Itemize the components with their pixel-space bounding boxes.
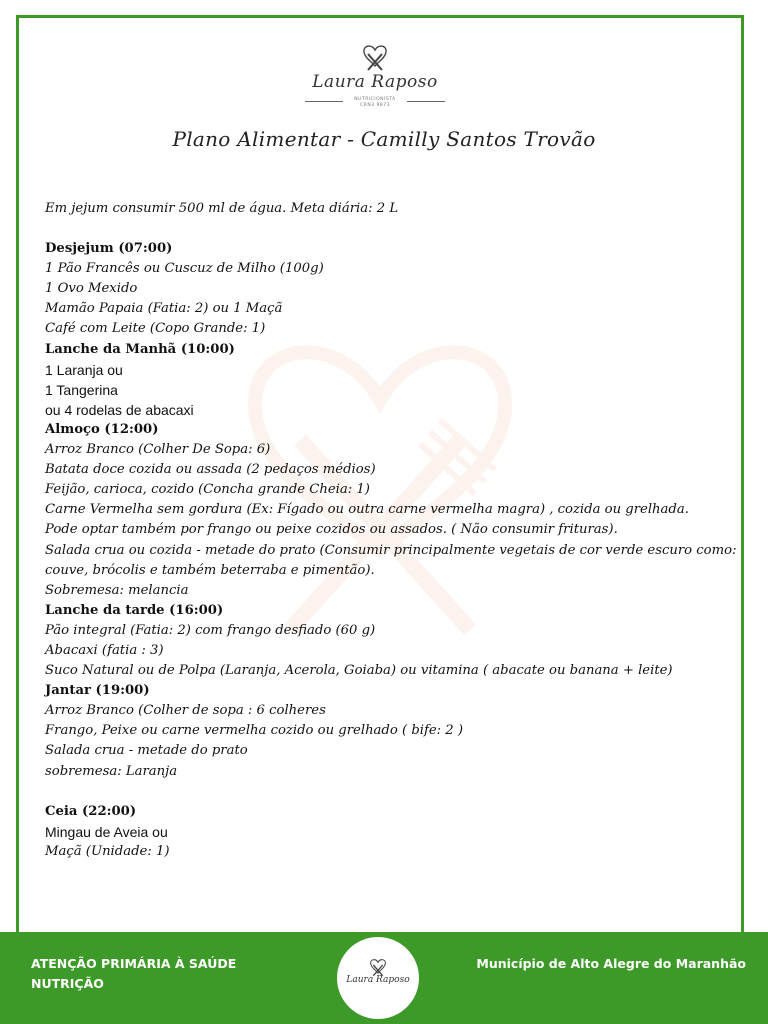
list-item: 1 Tangerina (45, 381, 118, 398)
list-item: Maçã (Unidade: 1) (45, 843, 170, 859)
section-heading-lanche-tarde: Lanche da tarde (16:00) (45, 602, 224, 618)
brand-tagline: NUTRICIONISTA (354, 97, 396, 102)
section-heading-almoco: Almoço (12:00) (45, 421, 159, 437)
list-item: Mingau de Aveia ou (45, 823, 168, 840)
footer-bar (0, 932, 768, 1024)
heart-utensils-icon (360, 42, 390, 72)
list-item: Feijão, carioca, cozido (Concha grande Cheia: 1) (45, 482, 370, 498)
section-heading-ceia: Ceia (22:00) (45, 803, 137, 819)
list-item: Carne Vermelha sem gordura (Ex: Fígado ou outra carne vermelha magra) , cozida ou grelhada. (45, 502, 689, 518)
section-heading-lanche-manha: Lanche da Manhã (10:00) (45, 341, 235, 357)
list-item: Salada crua ou cozida - metade do prato (Consumir principalmente vegetais de cor verde escuro como: (45, 542, 737, 558)
fasting-instruction: Em jejum consumir 500 ml de água. Meta diária: 2 L (45, 201, 399, 216)
section-heading-jantar: Jantar (19:00) (45, 683, 150, 699)
footer-left-text (31, 954, 236, 994)
list-item: Arroz Branco (Colher De Sopa: 6) (45, 442, 271, 458)
list-item: Suco Natural ou de Polpa (Laranja, Acerola, Goiaba) ou vitamina ( abacate ou banana + leite) (45, 663, 673, 679)
brand-name: Laura Raposo (312, 72, 438, 92)
footer-logo-text: Laura Raposo (346, 975, 410, 985)
list-item: Pão integral (Fatia: 2) com frango desfiado (60 g) (45, 622, 376, 638)
list-item: Abacaxi (fatia : 3) (45, 642, 164, 658)
footer-municipality: Município de Alto Alegre do Maranhão (476, 956, 746, 971)
list-item: 1 Laranja ou (45, 361, 123, 378)
list-item: Café com Leite (Copo Grande: 1) (45, 321, 266, 337)
footer-department: NUTRIÇÃO (31, 976, 104, 991)
list-item: Frango, Peixe ou carne vermelha cozido ou grelhado ( bife: 2 ) (45, 723, 464, 739)
list-item: 1 Ovo Mexido (45, 281, 138, 297)
footer-program: ATENÇÃO PRIMÁRIA À SAÚDE (31, 956, 237, 971)
list-item: Salada crua - metade do prato (45, 743, 248, 759)
list-item: Batata doce cozida ou assada (2 pedaços médios) (45, 462, 376, 478)
section-heading-desjejum: Desjejum (07:00) (45, 241, 173, 257)
list-item: Pode optar também por frango ou peixe cozidos ou assados. ( Não consumir frituras). (45, 522, 618, 538)
footer-logo (337, 937, 419, 1019)
list-item: ou 4 rodelas de abacaxi (45, 401, 194, 418)
list-item: couve, brócolis e também beterraba e pimentão). (45, 562, 375, 578)
list-item: Arroz Branco (Colher de sopa : 6 colheres (45, 703, 326, 719)
nutritionist-logo (300, 40, 450, 118)
brand-registration: CRN3 9873 (360, 103, 390, 108)
list-item: sobremesa: Laranja (45, 763, 178, 779)
list-item: 1 Pão Francês ou Cuscuz de Milho (100g) (45, 261, 324, 277)
plan-title: Plano Alimentar - Camilly Santos Trovão (172, 127, 596, 151)
meal-plan (45, 199, 735, 862)
list-item: Mamão Papaia (Fatia: 2) ou 1 Maçã (45, 301, 283, 317)
list-item: Sobremesa: melancia (45, 582, 189, 598)
heart-utensils-icon (368, 957, 388, 977)
